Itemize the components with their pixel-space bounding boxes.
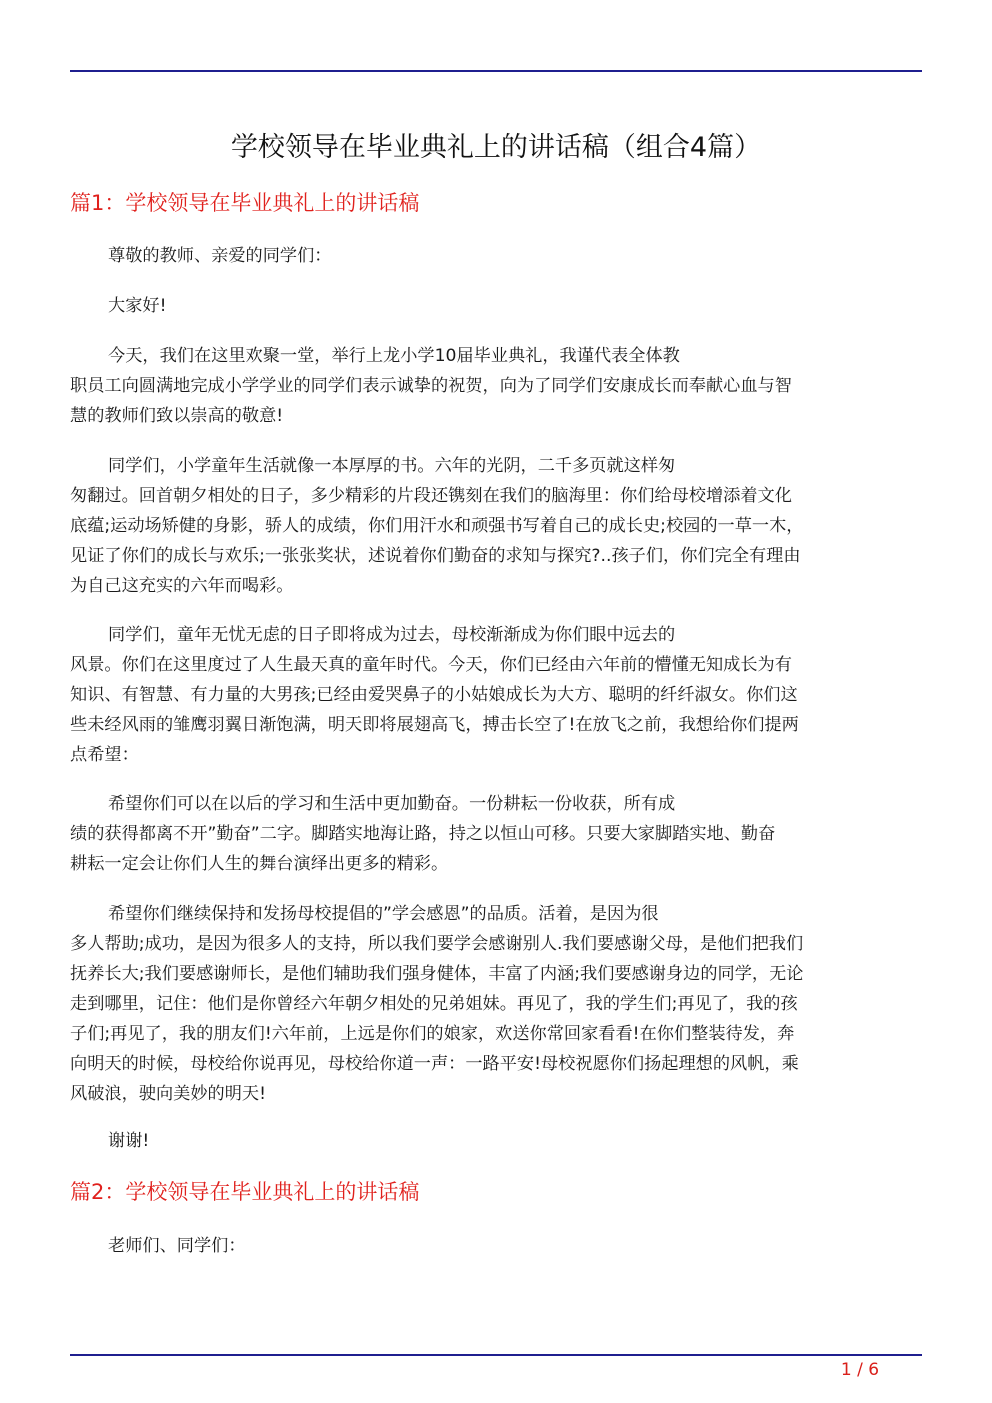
section-2-heading: 篇2：学校领导在毕业典礼上的讲话稿 bbox=[70, 1180, 420, 1204]
text-line: 老师们、同学们： bbox=[108, 1236, 246, 1256]
paragraph bbox=[70, 1231, 922, 1261]
text-line: 职员工向圆满地完成小学学业的同学们表示诚挚的祝贺，向为了同学们安康成长而奉献心血与智 bbox=[70, 376, 792, 396]
text-line: 希望你们继续保持和发扬母校提倡的”学会感恩”的品质。活着，是因为很 bbox=[108, 904, 659, 924]
text-line: 同学们，小学童年生活就像一本厚厚的书。六年的光阴，二千多页就这样匆 bbox=[108, 456, 676, 476]
text-line: 匆翻过。回首朝夕相处的日子，多少精彩的片段还镌刻在我们的脑海里：你们给母校增添着文化 bbox=[70, 486, 792, 506]
text-line: 些未经风雨的雏鹰羽翼日渐饱满，明天即将展翅高飞，搏击长空了!在放飞之前，我想给你们提两 bbox=[70, 715, 799, 735]
paragraph bbox=[70, 789, 922, 879]
text-line: 知识、有智慧、有力量的大男孩;已经由爱哭鼻子的小姑娘成长为大方、聪明的纤纤淑女。你们这 bbox=[70, 685, 798, 705]
section-1-heading: 篇1：学校领导在毕业典礼上的讲话稿 bbox=[70, 191, 420, 215]
header-rule bbox=[70, 70, 922, 72]
paragraph bbox=[70, 1126, 922, 1156]
text-line: 多人帮助;成功，是因为很多人的支持，所以我们要学会感谢别人.我们要感谢父母，是他们把我们 bbox=[70, 934, 804, 954]
text-line: 今天，我们在这里欢聚一堂，举行上龙小学10届毕业典礼，我谨代表全体教 bbox=[108, 346, 680, 366]
text-line: 点希望： bbox=[70, 745, 139, 765]
paragraph bbox=[70, 899, 922, 1109]
text-line: 走到哪里，记住：他们是你曾经六年朝夕相处的兄弟姐妹。再见了，我的学生们;再见了，我的孩 bbox=[70, 994, 798, 1014]
paragraph bbox=[70, 241, 922, 271]
text-line: 耕耘一定会让你们人生的舞台演绎出更多的精彩。 bbox=[70, 854, 449, 874]
text-line: 为自己这充实的六年而喝彩。 bbox=[70, 576, 294, 596]
text-line: 同学们，童年无忧无虑的日子即将成为过去，母校渐渐成为你们眼中远去的 bbox=[108, 625, 676, 645]
text-line: 希望你们可以在以后的学习和生活中更加勤奋。一份耕耘一份收获，所有成 bbox=[108, 794, 676, 814]
paragraph bbox=[70, 291, 922, 321]
page-number: 1 / 6 bbox=[840, 1360, 880, 1380]
text-line: 向明天的时候，母校给你说再见，母校给你道一声：一路平安!母校祝愿你们扬起理想的风帆，乘 bbox=[70, 1054, 799, 1074]
paragraph bbox=[70, 620, 922, 770]
document-title: 学校领导在毕业典礼上的讲话稿（组合4篇） bbox=[230, 132, 762, 163]
paragraph bbox=[70, 341, 922, 431]
paragraph bbox=[70, 451, 922, 601]
footer-rule bbox=[70, 1354, 922, 1356]
text-line: 风破浪，驶向美妙的明天! bbox=[70, 1084, 266, 1104]
text-line: 慧的教师们致以崇高的敬意! bbox=[70, 406, 284, 426]
text-line: 绩的获得都离不开”勤奋”二字。脚踏实地海让路，持之以恒山可移。只要大家脚踏实地、勤奋 bbox=[70, 824, 776, 844]
text-line: 子们;再见了，我的朋友们!六年前，上远是你们的娘家，欢送你常回家看看!在你们整装待发，奔 bbox=[70, 1024, 795, 1044]
text-line: 大家好! bbox=[108, 296, 167, 316]
text-line: 尊敬的教师、亲爱的同学们： bbox=[108, 246, 332, 266]
text-line: 风景。你们在这里度过了人生最天真的童年时代。今天，你们已经由六年前的懵懂无知成长为有 bbox=[70, 655, 792, 675]
text-line: 抚养长大;我们要感谢师长，是他们辅助我们强身健体，丰富了内涵;我们要感谢身边的同学，无论 bbox=[70, 964, 804, 984]
text-line: 底蕴;运动场矫健的身影，骄人的成绩，你们用汗水和顽强书写着自己的成长史;校园的一草一木， bbox=[70, 516, 804, 536]
text-line: 见证了你们的成长与欢乐;一张张奖状，述说着你们勤奋的求知与探究?..孩子们，你们完全有理由 bbox=[70, 546, 801, 566]
text-line: 谢谢! bbox=[108, 1131, 150, 1151]
